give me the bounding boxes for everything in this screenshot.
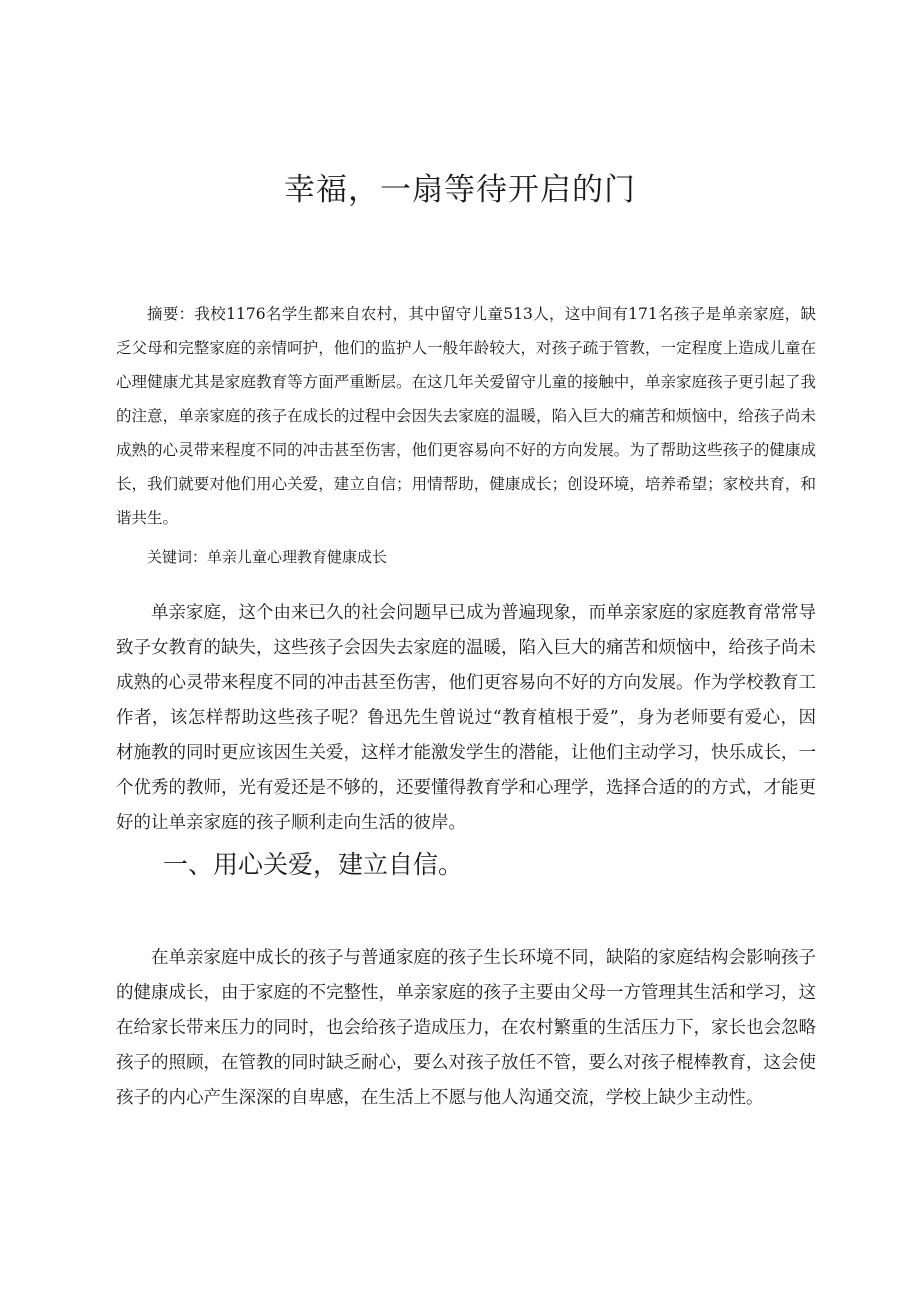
section-heading: 一、用心关爱，建立自信。 [163,850,464,879]
intro-paragraph: 单亲家庭，这个由来已久的社会问题早已成为普遍现象，而单亲家庭的家庭教育常常导致子女教育的缺失，这些孩子会因失去家庭的温暖，陷入巨大的痛苦和烦恼中，给孩子尚未成熟的心灵带来程度不同的冲击甚至伤害，他们更容易向不好的方向发展。作为学校教育工作者，该怎样帮助这些孩子呢？鲁迅先生曾说过“教育植根于爱”，身为老师要有爱心，因材施教的同时更应该因生关爱，这样才能激发学生的潜能，让他们主动学习，快乐成长，一个优秀的教师，光有爱还是不够的，还要懂得教育学和心理学，选择合适的的方式，才能更好的让单亲家庭的孩子顺利走向生活的彼岸。 [116,603,816,833]
document-title: 幸福，一扇等待开启的门 [284,172,636,208]
abstract-paragraph: 摘要：我校1176名学生都来自农村，其中留守儿童513人，这中间有171名孩子是单亲家庭，缺乏父母和完整家庭的亲情呵护，他们的监护人一般年龄较大，对孩子疏于管教，一定程度上造成儿童在心理健康尤其是家庭教育等方面严重断层。在这几年关爱留守儿童的接触中，单亲家庭孩子更引起了我的注意，单亲家庭的孩子在成长的过程中会因失去家庭的温暖，陷入巨大的痛苦和烦恼中，给孩子尚未成熟的心灵带来程度不同的冲击甚至伤害，他们更容易向不好的方向发展。为了帮助这些孩子的健康成长，我们就要对他们用心关爱，建立自信；用情帮助，健康成长；创设环境，培养希望；家校共育，和谐共生。 [116,305,816,527]
section-body-paragraph: 在单亲家庭中成长的孩子与普通家庭的孩子生长环境不同，缺陷的家庭结构会影响孩子的健康成长，由于家庭的不完整性，单亲家庭的孩子主要由父母一方管理其生活和学习，这在给家长带来压力的同时，也会给孩子造成压力，在农村繁重的生活压力下，家长也会忽略孩子的照顾，在管教的同时缺乏耐心，要么对孩子放任不管，要么对孩子棍棒教育，这会使孩子的内心产生深深的自卑感，在生活上不愿与他人沟通交流，学校上缺少主动性。 [116,948,816,1108]
keywords-line: 关键词：单亲儿童心理教育健康成长 [147,548,388,566]
